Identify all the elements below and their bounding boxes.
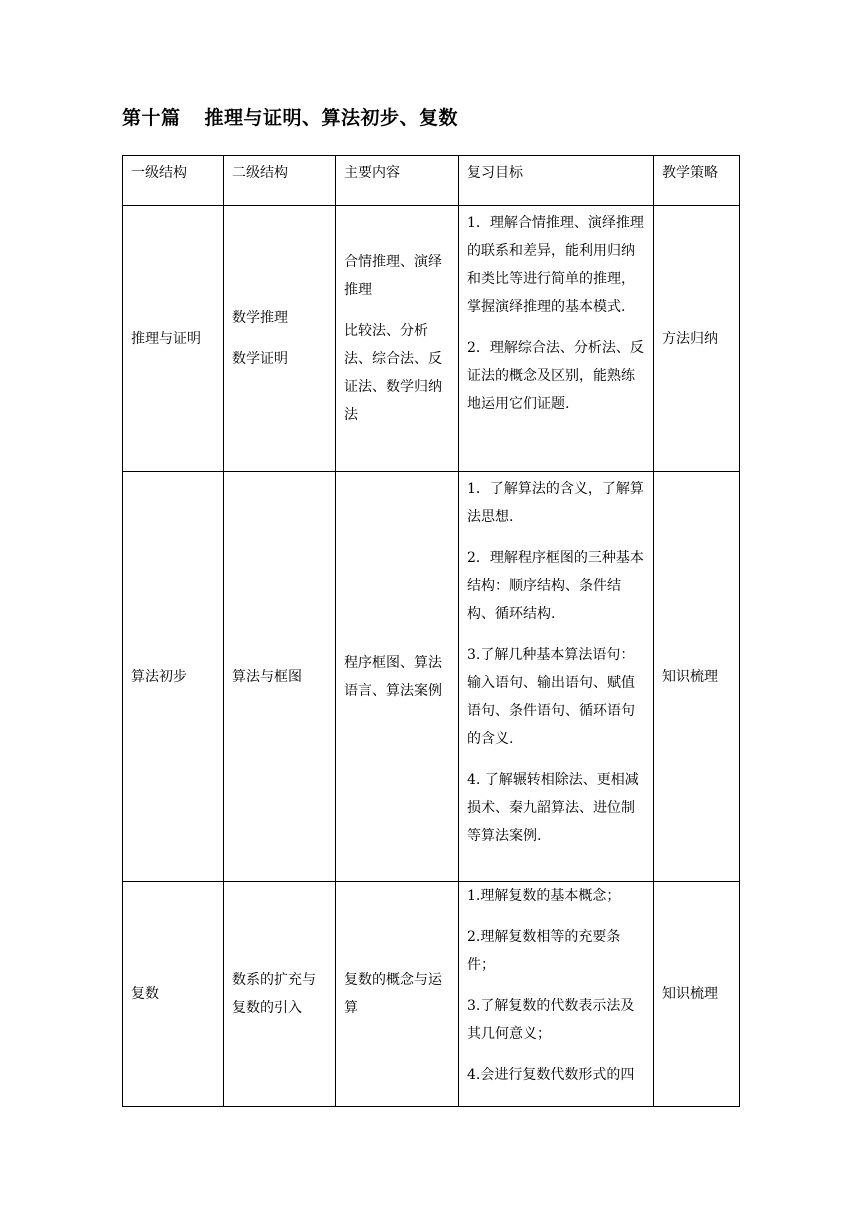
content-cell xyxy=(336,206,459,472)
goal-cell xyxy=(459,882,654,1107)
strategy-cell: 知识梳理 xyxy=(654,472,740,882)
goal-item: 4. 了解辗转相除法、更相减损术、秦九韶算法、进位制等算法案例. xyxy=(467,772,639,844)
level1-cell: 推理与证明 xyxy=(123,206,224,472)
goal-item: 4.会进行复数代数形式的四 xyxy=(467,1067,635,1083)
goal-item: 2．理解综合法、分析法、反证法的概念及区别，能熟练地运用它们证题. xyxy=(467,340,644,412)
strategy-cell: 知识梳理 xyxy=(654,882,740,1107)
goal-item: 2．理解程序框图的三种基本结构：顺序结构、条件结构、循环结构. xyxy=(467,550,644,622)
table-row xyxy=(123,206,740,472)
strategy-cell: 方法归纳 xyxy=(654,206,740,472)
level2-item: 数系的扩充与复数的引入 xyxy=(232,972,316,1016)
level2-cell xyxy=(224,882,336,1107)
table-row xyxy=(123,472,740,882)
goal-cell xyxy=(459,472,654,882)
level2-cell xyxy=(224,206,336,472)
level1-cell: 复数 xyxy=(123,882,224,1107)
content-item: 复数的概念与运算 xyxy=(344,972,442,1016)
goal-item: 2.理解复数相等的充要条件； xyxy=(467,929,621,973)
content-item: 程序框图、算法语言、算法案例 xyxy=(344,654,442,699)
part-name: 推理与证明、算法初步、复数 xyxy=(204,107,459,129)
header-cell: 复习目标 xyxy=(459,156,654,206)
content-item: 比较法、分析法、综合法、反证法、数学归纳法 xyxy=(344,323,442,423)
review-table xyxy=(122,155,740,1107)
header-cell: 一级结构 xyxy=(123,156,224,206)
goal-item: 3.了解复数的代数表示法及其几何意义； xyxy=(467,998,635,1042)
level2-item: 数学证明 xyxy=(232,351,288,367)
goal-item: 1．理解合情推理、演绎推理的联系和差异，能利用归纳和类比等进行简单的推理，掌握演绎推理的基本模式. xyxy=(467,215,644,315)
goal-item: 1．了解算法的含义，了解算法思想. xyxy=(467,481,644,525)
level2-cell xyxy=(224,472,336,882)
table-row xyxy=(123,882,740,1107)
level1-cell: 算法初步 xyxy=(123,472,224,882)
content-cell xyxy=(336,472,459,882)
header-cell: 二级结构 xyxy=(224,156,336,206)
content-cell xyxy=(336,882,459,1107)
goal-cell xyxy=(459,206,654,472)
level2-item: 数学推理 xyxy=(232,310,288,326)
part-number: 第十篇 xyxy=(122,107,181,129)
header-cell: 主要内容 xyxy=(336,156,459,206)
goal-item: 1.理解复数的基本概念； xyxy=(467,888,621,904)
level2-item: 算法与框图 xyxy=(232,668,302,685)
table-header-row xyxy=(123,156,740,206)
header-cell: 教学策略 xyxy=(654,156,740,206)
content-item: 合情推理、演绎推理 xyxy=(344,254,442,298)
goal-item: 3.了解几种基本算法语句：输入语句、输出语句、赋值语句、条件语句、循环语句的含义. xyxy=(467,647,635,747)
page-title xyxy=(122,103,458,130)
